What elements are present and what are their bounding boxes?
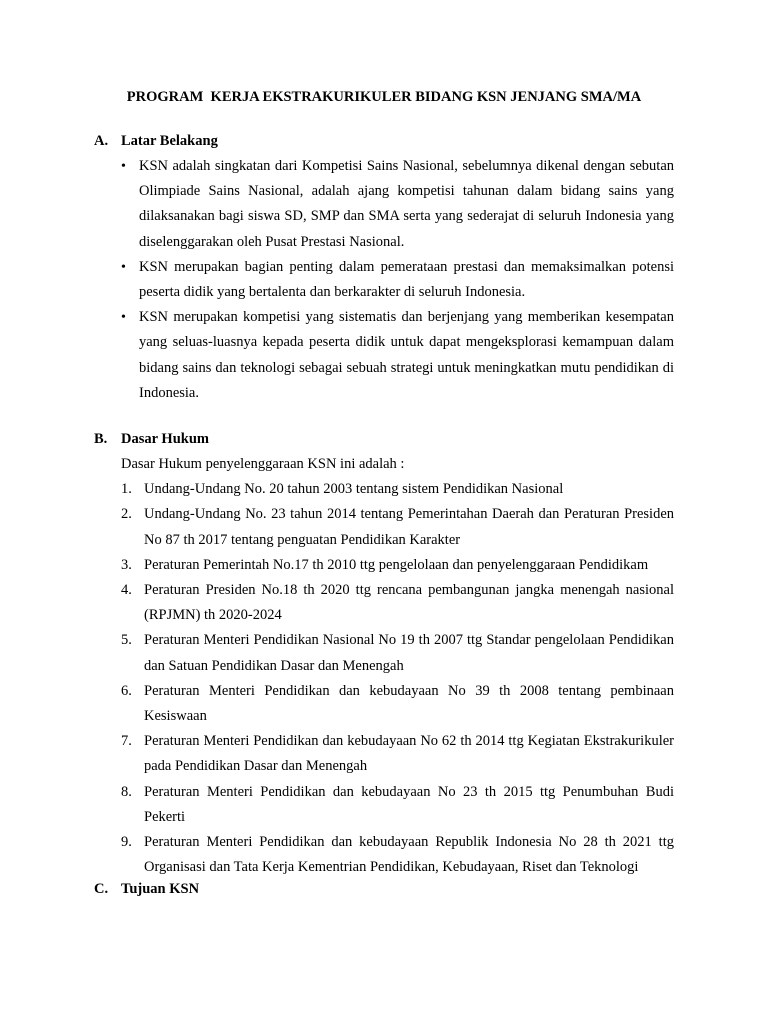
item-text: Peraturan Menteri Pendidikan dan kebudayaan No 62 th 2014 ttg Kegiatan Ekstrakurikuler pada Pendidikan Dasar dan Menengah xyxy=(144,733,674,775)
bullet-text: KSN merupakan kompetisi yang sistematis dan berjenjang yang memberikan kesempatan yang seluas-luasnya kepada peserta didik untuk dapat mengeksplorasi kemampuan dalam bidang sains dan teknologi sebagai sebuah strategi untuk meningkatkan mutu pendidikan di Indonesia. xyxy=(139,309,674,401)
item-number: 2. xyxy=(121,506,132,523)
item-number: 5. xyxy=(121,632,132,649)
list-item xyxy=(121,477,674,502)
list-item xyxy=(121,502,674,552)
item-text: Peraturan Menteri Pendidikan dan kebudayaan No 23 th 2015 ttg Penumbuhan Budi Pekerti xyxy=(144,783,674,825)
item-text: Peraturan Pemerintah No.17 th 2010 ttg pengelolaan dan penyelenggaraan Pendidikam xyxy=(144,556,649,573)
section-heading-a xyxy=(94,132,674,150)
bullet-text: KSN merupakan bagian penting dalam pemerataan prestasi dan memaksimalkan potensi peserta didik yang bertalenta dan berkarakter di seluruh Indonesia. xyxy=(139,258,674,301)
section-spacer xyxy=(94,406,674,430)
section-letter-a: A. xyxy=(94,133,109,149)
item-number: 9. xyxy=(121,834,132,851)
item-number: 7. xyxy=(121,733,132,750)
section-latar-belakang xyxy=(94,132,674,406)
bullet-icon: • xyxy=(121,259,126,275)
list-item xyxy=(121,780,674,830)
item-number: 1. xyxy=(121,481,132,498)
dasar-hukum-intro: Dasar Hukum penyelenggaraan KSN ini adalah : xyxy=(121,456,405,473)
item-text: Peraturan Menteri Pendidikan dan kebudayaan Republik Indonesia No 28 th 2021 ttg Organisasi dan Tata Kerja Kementrian Pendidikan, Kebudayaan, Riset dan Teknologi xyxy=(144,834,674,876)
section-title-c: Tujuan KSN xyxy=(121,881,200,898)
list-item xyxy=(121,830,674,880)
section-tujuan-ksn xyxy=(94,880,674,898)
list-item xyxy=(121,305,674,406)
item-number: 3. xyxy=(121,556,132,573)
item-text: Undang-Undang No. 20 tahun 2003 tentang sistem Pendidikan Nasional xyxy=(144,481,564,498)
section-title-a: Latar Belakang xyxy=(121,133,218,149)
list-item xyxy=(121,255,674,305)
list-item xyxy=(121,154,674,255)
section-letter-c: C. xyxy=(94,881,109,898)
section-heading-c xyxy=(94,880,674,898)
list-item xyxy=(121,729,674,779)
bullet-icon: • xyxy=(121,159,126,174)
item-text: Peraturan Menteri Pendidikan Nasional No 19 th 2007 ttg Standar pengelolaan Pendidikan dan Satuan Pendidikan Dasar dan Menengah xyxy=(144,632,674,674)
item-text: Undang-Undang No. 23 tahun 2014 tentang Pemerintahan Daerah dan Peraturan Presiden No 87 th 2017 tentang penguatan Pendidikan Karakter xyxy=(144,506,674,548)
section-letter-b: B. xyxy=(94,431,108,448)
dasar-hukum-list xyxy=(94,477,674,880)
section-heading-b xyxy=(94,430,674,448)
item-number: 6. xyxy=(121,682,132,699)
document-title: PROGRAM KERJA EKSTRAKURIKULER BIDANG KSN JENJANG SMA/MA xyxy=(126,89,642,105)
section-dasar-hukum xyxy=(94,430,674,880)
bullet-icon: • xyxy=(121,310,126,326)
bullet-text: KSN adalah singkatan dari Kompetisi Sains Nasional, sebelumnya dikenal dengan sebutan Olimpiade Sains Nasional, adalah ajang kompetisi tahunan dalam bidang sains yang dilaksanakan bagi siswa SD, SMP dan SMA serta yang sederajat di seluruh Indonesia yang diselenggarakan oleh Pusat Prestasi Nasional. xyxy=(139,158,674,250)
list-item xyxy=(121,553,674,578)
item-number: 4. xyxy=(121,582,132,599)
section-title-b: Dasar Hukum xyxy=(121,431,209,448)
list-item xyxy=(121,578,674,628)
item-text: Peraturan Presiden No.18 th 2020 ttg rencana pembangunan jangka menengah nasional (RPJMN) th 2020-2024 xyxy=(144,582,674,624)
latar-belakang-list xyxy=(94,154,674,406)
item-number: 8. xyxy=(121,783,132,800)
list-item xyxy=(121,679,674,729)
list-item xyxy=(121,628,674,678)
item-text: Peraturan Menteri Pendidikan dan kebudayaan No 39 th 2008 tentang pembinaan Kesiswaan xyxy=(144,682,674,725)
